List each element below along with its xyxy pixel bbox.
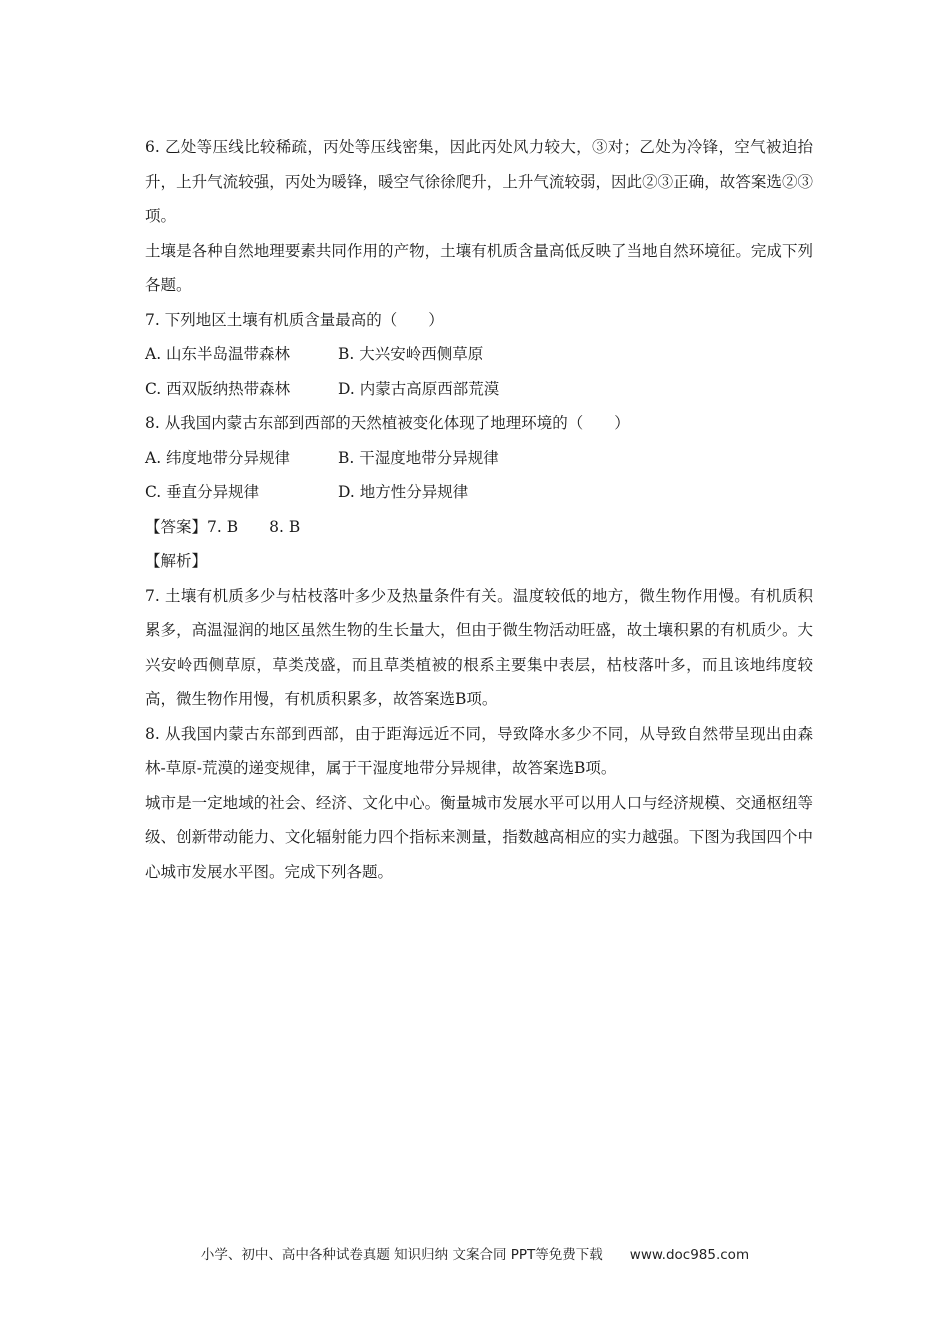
question-8-option-c: C. 垂直分异规律 <box>145 483 260 501</box>
question-7-option-b: B. 大兴安岭西侧草原 <box>338 345 484 363</box>
question-7-option-a: A. 山东半岛温带森林 <box>145 345 291 363</box>
question-7-stem: 7. 下列地区土壤有机质含量最高的（ ） <box>145 310 444 329</box>
analysis-label: 【解析】 <box>145 552 208 570</box>
question-8-options-row-2 <box>145 475 813 510</box>
question-6-explanation: 6. 乙处等压线比较稀疏，丙处等压线密集，因此丙处风力较大，③对；乙处为冷锋，空气被迫抬升，上升气流较强，丙处为暖锋，暖空气徐徐爬升，上升气流较弱，因此②③正确，故答案选②③项。 <box>145 138 813 225</box>
soil-intro-text: 土壤是各种自然地理要素共同作用的产物，土壤有机质含量高低反映了当地自然环境征。完成下列各题。 <box>145 241 813 294</box>
question-8-option-d: D. 地方性分异规律 <box>338 483 469 501</box>
question-8-option-b: B. 干湿度地带分异规律 <box>338 448 499 467</box>
answer-line: 【答案】7. B 8. B <box>145 517 301 536</box>
answer-7-explanation: 7. 土壤有机质多少与枯枝落叶多少及热量条件有关。温度较低的地方，微生物作用慢。有机质积累多，高温湿润的地区虽然生物的生长量大，但由于微生物活动旺盛，故土壤积累的有机质少。大兴安岭西侧草原，草类茂盛，而且草类植被的根系主要集中表层，枯枝落叶多，而且该地纬度较高，微生物作用慢，有机质积累多，故答案选B项。 <box>145 586 813 708</box>
page-content <box>145 130 813 889</box>
question-8-stem: 8. 从我国内蒙古东部到西部的天然植被变化体现了地理环境的（ ） <box>145 414 630 432</box>
question-7-options-row-2 <box>145 372 813 407</box>
page-footer: 小学、初中、高中各种试卷真题 知识归纳 文案合同 PPT等免费下载 www.doc985.com <box>200 1247 750 1263</box>
city-intro-text: 城市是一定地域的社会、经济、文化中心。衡量城市发展水平可以用人口与经济规模、交通枢纽等级、创新带动能力、文化辐射能力四个指标来测量，指数越高相应的实力越强。下图为我国四个中心城市发展水平图。完成下列各题。 <box>145 793 813 881</box>
question-8-option-a: A. 纬度地带分异规律 <box>145 448 291 467</box>
answer-8-explanation: 8. 从我国内蒙古东部到西部，由于距海远近不同，导致降水多少不同，从导致自然带呈现出由森林-草原-荒漠的递变规律，属于干湿度地带分异规律，故答案选B项。 <box>145 724 813 777</box>
question-7-option-c: C. 西双版纳热带森林 <box>145 379 291 398</box>
question-7-options-row-1 <box>145 337 813 372</box>
question-8-options-row-1 <box>145 441 813 476</box>
question-7-option-d: D. 内蒙古高原西部荒漠 <box>338 379 500 398</box>
